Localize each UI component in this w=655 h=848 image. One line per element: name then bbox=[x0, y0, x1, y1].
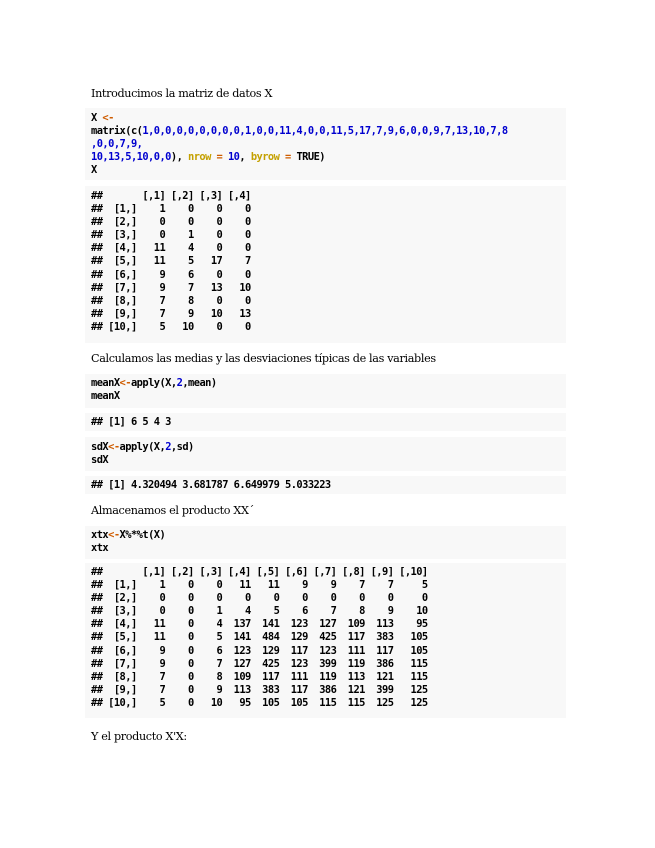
code-token: sdX bbox=[91, 454, 109, 467]
code-xtx bbox=[91, 529, 165, 555]
code-assign-operator: <- bbox=[119, 377, 131, 389]
output-line: ## [8,] 7 0 8 109 117 111 119 113 121 115 bbox=[91, 670, 428, 683]
code-number: 2 bbox=[176, 377, 183, 389]
code-matrix-definition bbox=[91, 112, 508, 177]
output-line: ## [6,] 9 0 6 123 129 117 123 111 117 105 bbox=[91, 644, 428, 657]
paragraph-intro-matrix: Introducimos la matriz de datos X bbox=[91, 87, 273, 100]
output-line: ## [2,] 0 0 0 0 0 0 0 0 0 0 bbox=[91, 592, 428, 605]
output-line: ## [8,] 7 8 0 0 bbox=[91, 294, 251, 307]
output-line: ## [5,] 11 0 5 141 484 129 425 117 383 105 bbox=[91, 631, 428, 644]
code-token: ,sd) bbox=[170, 441, 194, 453]
output-line: ## [4,] 11 0 4 137 141 123 127 109 113 95 bbox=[91, 618, 428, 631]
output-matrix-x bbox=[91, 190, 251, 334]
code-token: meanX bbox=[91, 390, 120, 403]
code-token: xtx bbox=[91, 542, 109, 555]
code-assign-operator: <- bbox=[108, 441, 120, 453]
output-line: ## [6,] 9 6 0 0 bbox=[91, 268, 251, 281]
output-line: ## [4,] 11 4 0 0 bbox=[91, 242, 251, 255]
code-numbers: 1,0,0,0,0,0,0,0,0,1,0,0,11,4,0,0,11,5,17,7,9,6,0,0,9,7,13,10,7,8 bbox=[142, 125, 508, 138]
output-line: ## [1,] 1 0 0 0 bbox=[91, 203, 251, 216]
code-mean bbox=[91, 377, 217, 403]
code-token: apply(X, bbox=[130, 377, 177, 389]
output-line: ## [9,] 7 9 10 13 bbox=[91, 307, 251, 320]
code-equals: = bbox=[210, 151, 228, 164]
code-token: matrix(c( bbox=[91, 125, 143, 138]
output-mean: ## [1] 6 5 4 3 bbox=[91, 416, 171, 428]
output-line: ## [,1] [,2] [,3] [,4] [,5] [,6] [,7] [,8] [,9] [,10] bbox=[91, 566, 428, 578]
output-line: ## [,1] [,2] [,3] [,4] bbox=[91, 190, 251, 202]
output-line: ## [9,] 7 0 9 113 383 117 386 121 399 125 bbox=[91, 683, 428, 696]
output-line: ## [1,] 1 0 0 11 11 9 9 7 7 5 bbox=[91, 579, 428, 592]
output-line: ## [10,] 5 10 0 0 bbox=[91, 320, 251, 333]
code-numbers: ,0,0,7,9, bbox=[91, 138, 143, 151]
paragraph-means-sd: Calculamos las medias y las desviaciones típicas de las variables bbox=[91, 352, 436, 365]
code-number: 2 bbox=[165, 441, 171, 453]
code-token: sdX bbox=[91, 441, 109, 453]
paragraph-product-xtx: Y el producto X'X: bbox=[91, 730, 187, 743]
code-token: TRUE) bbox=[296, 151, 325, 164]
output-sd: ## [1] 4.320494 3.681787 6.649979 5.033223 bbox=[91, 479, 331, 491]
output-line: ## [2,] 0 0 0 0 bbox=[91, 216, 251, 229]
code-token: xtx bbox=[91, 529, 109, 541]
code-sd bbox=[91, 441, 194, 467]
output-line: ## [3,] 0 0 1 4 5 6 7 8 9 10 bbox=[91, 605, 428, 618]
code-arg-byrow: byrow bbox=[250, 151, 280, 164]
code-numbers: 10,13,5,10,0,0 bbox=[91, 151, 171, 164]
output-line: ## [5,] 11 5 17 7 bbox=[91, 255, 251, 268]
code-token: , bbox=[239, 151, 251, 164]
code-token: ), bbox=[170, 151, 189, 164]
code-number: 10 bbox=[227, 151, 240, 164]
code-assign-operator: <- bbox=[102, 112, 114, 124]
output-line: ## [7,] 9 0 7 127 425 123 399 119 386 115 bbox=[91, 657, 428, 670]
code-token: X bbox=[91, 112, 103, 124]
code-equals: = bbox=[279, 151, 297, 164]
output-matrix-xtx bbox=[91, 566, 428, 710]
output-line: ## [10,] 5 0 10 95 105 105 115 115 125 125 bbox=[91, 696, 428, 709]
code-token: X bbox=[91, 164, 97, 177]
code-token: ,mean) bbox=[182, 377, 217, 389]
output-line: ## [7,] 9 7 13 10 bbox=[91, 281, 251, 294]
paragraph-product-xx: Almacenamos el producto XX´ bbox=[91, 504, 254, 517]
code-token: apply(X, bbox=[119, 441, 166, 453]
code-token: X%*%t(X) bbox=[119, 529, 166, 541]
code-token: meanX bbox=[91, 377, 120, 389]
code-assign-operator: <- bbox=[108, 529, 120, 541]
code-arg-nrow: nrow bbox=[188, 151, 211, 164]
output-line: ## [3,] 0 1 0 0 bbox=[91, 229, 251, 242]
